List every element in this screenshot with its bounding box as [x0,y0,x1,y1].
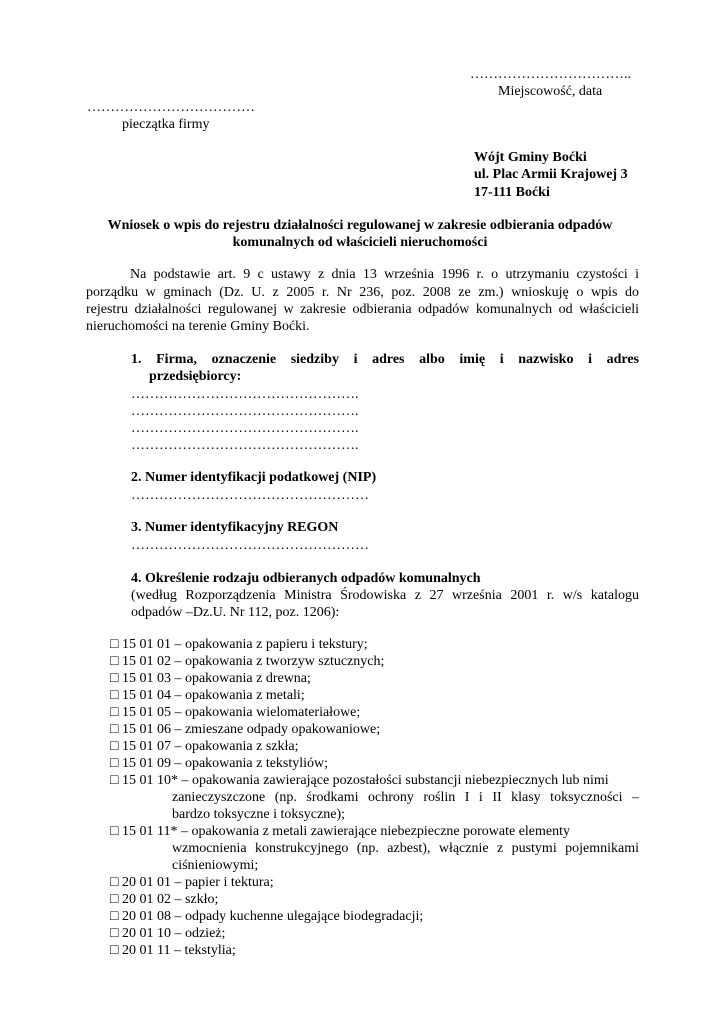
place-date-dots: …………………………….. [470,67,631,82]
waste-code-text: 15 01 04 – opakowania z metali; [121,688,305,703]
checkbox[interactable]: □ [110,756,119,771]
waste-code-text: 15 01 11* – opakowania z metali zawierające niebezpieczne porowate elementy [121,824,571,839]
list-item [110,721,380,739]
list-item [110,874,274,892]
list-item [110,738,298,756]
checkbox[interactable]: □ [110,654,119,669]
checkbox[interactable]: □ [110,637,119,652]
section1-field-4[interactable]: …………………………………………. [131,438,359,453]
list-item [110,891,218,909]
waste-code-text: 15 01 06 – zmieszane odpady opakowaniowe; [121,722,381,737]
list-item-continuation: wzmocnienia konstrukcyjnego (np. azbest), włącznie z pustymi pojemnikami [172,841,639,856]
checkbox[interactable]: □ [110,671,119,686]
section4-note-line2: odpadów –Dz.U. Nr 112, poz. 1206): [131,605,340,620]
checkbox[interactable]: □ [110,909,119,924]
waste-code-text: 15 01 10* – opakowania zawierające pozostałości substancji niebezpiecznych lub nimi [121,773,609,788]
section3-heading: 3. Numer identyfikacyjny REGON [131,520,339,535]
waste-code-text: 20 01 02 – szkło; [121,892,219,907]
list-item [110,823,570,841]
checkbox[interactable]: □ [110,875,119,890]
recipient-name: Wójt Gminy Boćki [474,150,587,165]
waste-code-text: 15 01 05 – opakowania wielomateriałowe; [121,705,361,720]
list-item-continuation: bardzo toksyczne i toksyczne); [172,807,345,822]
section1-field-1[interactable]: …………………………………………. [131,387,359,402]
list-item-continuation: ciśnieniowymi; [172,858,259,873]
waste-code-text: 15 01 03 – opakowania z drewna; [121,671,311,686]
section2-heading: 2. Numer identyfikacji podatkowej (NIP) [131,470,377,485]
list-item [110,636,368,654]
checkbox[interactable]: □ [110,739,119,754]
stamp-dots: ……………………………… [87,100,255,115]
checkbox[interactable]: □ [110,926,119,941]
intro-line4: nieruchomości na terenie Gminy Boćki. [86,319,310,334]
list-item [110,704,360,722]
list-item [110,653,384,671]
list-item [110,942,236,960]
section4-heading: 4. Określenie rodzaju odbieranych odpadów komunalnych [131,571,481,586]
waste-code-text: 15 01 09 – opakowania z tekstyliów; [121,756,329,771]
section1-heading: 1. Firma, oznaczenie siedziby i adres albo imię i nazwisko i adres [131,352,639,367]
section4-note-line1: (według Rozporządzenia Ministra Środowiska z 27 września 2001 r. w/s katalogu [131,588,639,603]
checkbox[interactable]: □ [110,705,119,720]
place-date-label: Miejscowość, data [498,84,603,99]
checkbox[interactable]: □ [110,892,119,907]
waste-code-text: 15 01 01 – opakowania z papieru i tekstury; [121,637,368,652]
checkbox[interactable]: □ [110,943,119,958]
regon-field[interactable]: …………………………………………… [131,538,369,553]
checkbox[interactable]: □ [110,722,119,737]
checkbox[interactable]: □ [110,773,119,788]
list-item [110,925,225,943]
waste-code-text: 20 01 10 – odzież; [121,926,226,941]
checkbox[interactable]: □ [110,824,119,839]
recipient-city: 17-111 Boćki [474,185,550,200]
list-item [110,687,305,705]
stamp-label: pieczątka firmy [122,117,210,132]
list-item [110,908,423,926]
intro-line1: Na podstawie art. 9 c ustawy z dnia 13 września 1996 r. o utrzymaniu czystości i [130,267,639,282]
waste-code-text: 20 01 11 – tekstylia; [121,943,236,958]
section1-field-3[interactable]: …………………………………………. [131,421,359,436]
recipient-street: ul. Plac Armii Krajowej 3 [474,167,628,182]
intro-line3: rejestru działalności regulowanej w zakresie odbierania odpadów komunalnych od właścicieli [86,302,639,317]
waste-code-text: 15 01 07 – opakowania z szkła; [121,739,299,754]
intro-line2: porządku w gminach (Dz. U. z 2005 r. Nr 236, poz. 2008 ze zm.) wnioskuję o wpis do [86,285,639,300]
section1-field-2[interactable]: …………………………………………. [131,404,359,419]
list-item [110,670,311,688]
waste-code-text: 20 01 08 – odpady kuchenne ulegające biodegradacji; [121,909,424,924]
checkbox[interactable]: □ [110,688,119,703]
waste-code-text: 15 01 02 – opakowania z tworzyw sztucznych; [121,654,385,669]
list-item [110,755,328,773]
nip-field[interactable]: …………………………………………… [131,488,369,503]
list-item-continuation: zanieczyszczone (np. środkami ochrony roślin I i II klasy toksyczności – [172,790,639,805]
section1-heading-cont: przedsiębiorcy: [149,369,242,384]
list-item [110,772,609,790]
document-title-line1: Wniosek o wpis do rejestru działalności regulowanej w zakresie odbierania odpadów [107,218,613,233]
document-title-line2: komunalnych od właścicieli nieruchomości [232,235,488,250]
waste-code-text: 20 01 01 – papier i tektura; [121,875,274,890]
